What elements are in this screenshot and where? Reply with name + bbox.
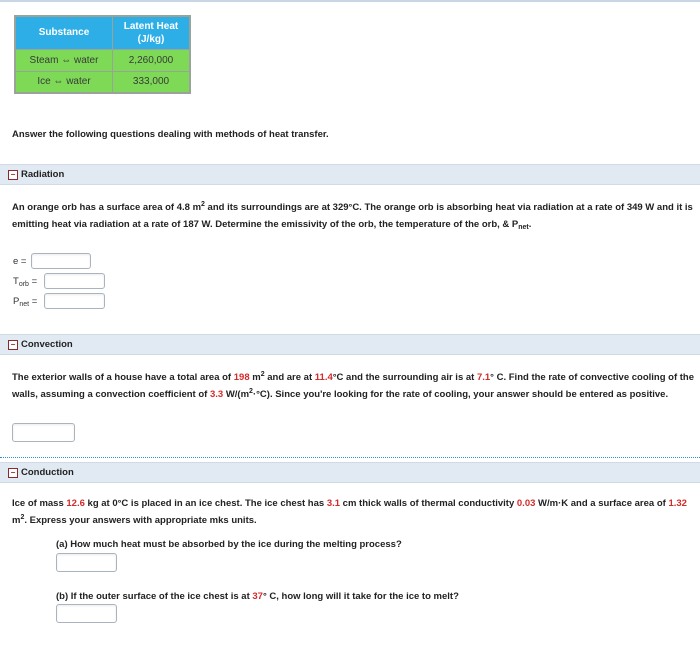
- conv-temp-air: 7.1: [476, 372, 491, 383]
- torb-input[interactable]: [44, 273, 105, 289]
- conv-t5: ° C. Find the rate of convective cooling of the walls, assuming a convection coefficient of: [12, 372, 695, 400]
- radiation-text-a: An orange orb has a surface area of 4.8 m: [12, 202, 202, 213]
- header-latent-heat: [113, 16, 191, 49]
- section-title-convection: Convection: [21, 339, 73, 350]
- collapse-toggle-icon[interactable]: −: [8, 340, 18, 350]
- conv-t7: ·°C). Since you're looking for the rate of cooling, your answer should be entered as positive.: [252, 389, 669, 400]
- pnet-label-sub: net: [19, 301, 30, 308]
- conv-coef: 3.3: [209, 389, 224, 400]
- cond-t5: m: [12, 515, 21, 526]
- table-cell-heat: 333,000: [113, 71, 191, 93]
- radiation-end: .: [528, 219, 532, 230]
- pnet-label-main: P: [13, 296, 20, 307]
- conv-t4: °C and the surrounding air is at: [332, 372, 477, 383]
- cond-mass: 12.6: [66, 498, 85, 509]
- conv-t2: m: [249, 372, 261, 383]
- latent-heat-table: [14, 15, 191, 94]
- pnet-label-eq: =: [31, 296, 38, 307]
- cond-t3: cm thick walls of thermal conductivity: [340, 498, 517, 509]
- collapse-toggle-icon[interactable]: −: [8, 468, 18, 478]
- radiation-sub-net: net: [518, 224, 529, 231]
- table-cell-substance: Ice ⇔ water: [15, 71, 113, 93]
- cond-t1: Ice of mass: [12, 498, 67, 509]
- convection-question: [12, 369, 696, 403]
- cond-k: 0.03: [516, 498, 536, 509]
- cond-qb-temp: 37: [252, 591, 263, 602]
- conv-t6: W/(m: [223, 389, 250, 400]
- conduction-question: [12, 495, 696, 529]
- intro-text: Answer the following questions dealing with methods of heat transfer.: [12, 129, 329, 140]
- radiation-question: [12, 199, 696, 233]
- cond-t6: . Express your answers with appropriate mks units.: [24, 515, 257, 526]
- section-header-radiation[interactable]: [0, 164, 700, 185]
- conduction-answer-b-input[interactable]: [56, 604, 117, 623]
- conv-sup-b: 2: [249, 388, 253, 395]
- section-title-radiation: Radiation: [21, 169, 65, 180]
- conv-sup-a: 2: [260, 371, 265, 378]
- header-substance: Substance: [15, 16, 113, 49]
- table-cell-heat: 2,260,000: [113, 49, 191, 71]
- conv-t1: The exterior walls of a house have a total area of: [12, 372, 234, 383]
- conduction-question-a: (a) How much heat must be absorbed by the ice during the melting process?: [56, 539, 402, 550]
- pnet-label: [13, 296, 37, 307]
- table-cell-substance: Steam ⇔ water: [15, 49, 113, 71]
- cond-qb-2: ° C, how long will it take for the ice to melt?: [262, 591, 459, 602]
- pnet-input[interactable]: [44, 293, 105, 309]
- conv-temp-wall: 11.4: [314, 372, 333, 383]
- section-title-conduction: Conduction: [21, 467, 74, 478]
- conduction-answer-a-input[interactable]: [56, 553, 117, 572]
- cond-qb-1: (b) If the outer surface of the ice chest is at: [56, 591, 253, 602]
- radiation-sup: 2: [201, 201, 205, 208]
- convection-answer-input[interactable]: [12, 423, 75, 442]
- collapse-toggle-icon[interactable]: −: [8, 170, 18, 180]
- conduction-question-b: [56, 591, 459, 602]
- torb-label-main: T: [13, 276, 19, 287]
- torb-label-sub: orb: [18, 281, 29, 288]
- cond-area: 1.32: [668, 498, 687, 509]
- section-header-convection[interactable]: [0, 334, 700, 355]
- torb-label-eq: =: [31, 276, 38, 287]
- cond-t2: kg at 0°C is placed in an ice chest. The ice chest has: [84, 498, 327, 509]
- cond-t4: W/m·K and a surface area of: [535, 498, 669, 509]
- section-header-conduction[interactable]: [0, 462, 700, 483]
- conv-area: 198: [233, 372, 250, 383]
- radiation-text-b: and its surroundings are at 329°C. The orange orb is absorbing heat via radiation at a rate of 349 W and it is emitting heat via radiation at a rate of 187 W. Determine the emissivity of the orb, the temperature of the orb, & P: [12, 202, 693, 230]
- cond-thick: 3.1: [326, 498, 341, 509]
- emissivity-input[interactable]: [31, 253, 91, 269]
- torb-label: [13, 276, 37, 287]
- conv-t3: and are at: [264, 372, 315, 383]
- cond-sup: 2: [20, 514, 25, 521]
- section-divider: [0, 457, 700, 458]
- header-latent-heat-text: Latent Heat (J/kg): [123, 20, 179, 45]
- emissivity-label: e =: [13, 256, 27, 267]
